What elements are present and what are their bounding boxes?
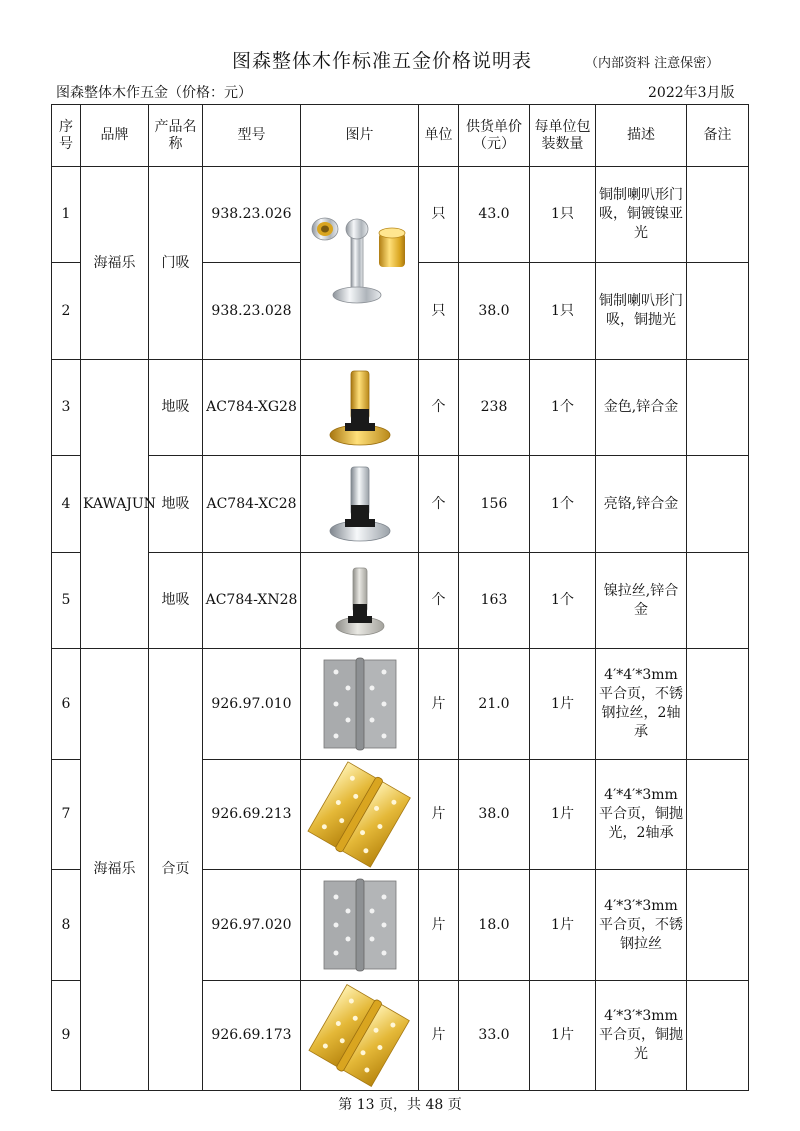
remark-cell	[687, 760, 749, 870]
col-brand: 品牌	[81, 105, 149, 167]
col-model: 型号	[203, 105, 301, 167]
brand-cell: 海福乐	[81, 167, 149, 360]
unit-cell: 片	[419, 870, 459, 981]
remark-cell	[687, 167, 749, 263]
unit-cell: 片	[419, 760, 459, 870]
price-table	[51, 104, 749, 1091]
seq-cell: 7	[52, 760, 81, 870]
desc-cell: 亮铬,锌合金	[596, 456, 687, 553]
col-pack: 每单位包装数量	[530, 105, 596, 167]
page-footer: 第 13 页，共 48 页	[338, 1097, 462, 1113]
model-cell: 938.23.026	[203, 167, 301, 263]
price-cell: 33.0	[459, 981, 530, 1091]
image-cell	[301, 760, 419, 870]
unit-cell: 只	[419, 167, 459, 263]
price-cell: 238	[459, 360, 530, 456]
desc-cell: 镍拉丝,锌合金	[596, 553, 687, 649]
edition-label: 2022年3月版	[648, 85, 735, 101]
price-cell: 38.0	[459, 263, 530, 360]
price-cell: 21.0	[459, 649, 530, 760]
seq-cell: 8	[52, 870, 81, 981]
image-cell	[301, 981, 419, 1091]
confidential-note: （内部资料 注意保密）	[585, 56, 720, 71]
remark-cell	[687, 553, 749, 649]
unit-cell: 个	[419, 360, 459, 456]
seq-cell: 2	[52, 263, 81, 360]
page-title: 图森整体木作标准五金价格说明表	[232, 50, 533, 72]
model-cell: 926.69.173	[203, 981, 301, 1091]
floor-stop-nickel-image	[330, 562, 390, 640]
floor-stop-chrome-image	[325, 461, 395, 547]
desc-cell: 铜制喇叭形门吸，铜镀镍亚光	[596, 167, 687, 263]
table-row	[52, 167, 749, 263]
seq-cell: 3	[52, 360, 81, 456]
product-cell: 门吸	[149, 167, 203, 360]
desc-cell: 铜制喇叭形门吸，铜抛光	[596, 263, 687, 360]
seq-cell: 9	[52, 981, 81, 1091]
price-cell: 163	[459, 553, 530, 649]
image-cell	[301, 360, 419, 456]
price-cell: 38.0	[459, 760, 530, 870]
image-cell	[301, 456, 419, 553]
unit-cell: 个	[419, 456, 459, 553]
pack-cell: 1片	[530, 981, 596, 1091]
hinge-brass-image	[315, 988, 405, 1084]
model-cell: 926.97.020	[203, 870, 301, 981]
pack-cell: 1个	[530, 456, 596, 553]
model-cell: AC784-XC28	[203, 456, 301, 553]
header-row	[52, 105, 749, 167]
floor-stop-gold-image	[325, 365, 395, 451]
image-cell	[301, 167, 419, 360]
product-cell: 地吸	[149, 360, 203, 456]
model-cell: 938.23.028	[203, 263, 301, 360]
seq-cell: 4	[52, 456, 81, 553]
product-cell: 地吸	[149, 456, 203, 553]
desc-cell: 4′*3′*3mm平合页，不锈钢拉丝	[596, 870, 687, 981]
unit-cell: 个	[419, 553, 459, 649]
remark-cell	[687, 263, 749, 360]
desc-cell: 4′*4′*3mm平合页，不锈钢拉丝，2轴承	[596, 649, 687, 760]
pack-cell: 1只	[530, 167, 596, 263]
remark-cell	[687, 981, 749, 1091]
desc-cell: 4′*3′*3mm平合页，铜抛光	[596, 981, 687, 1091]
pack-cell: 1片	[530, 649, 596, 760]
price-cell: 156	[459, 456, 530, 553]
image-cell	[301, 553, 419, 649]
pack-cell: 1片	[530, 870, 596, 981]
remark-cell	[687, 360, 749, 456]
remark-cell	[687, 456, 749, 553]
product-cell: 地吸	[149, 553, 203, 649]
col-desc: 描述	[596, 105, 687, 167]
model-cell: AC784-XG28	[203, 360, 301, 456]
table-subtitle: 图森整体木作五金（价格：元）	[56, 85, 252, 101]
table-row	[52, 456, 749, 553]
seq-cell: 5	[52, 553, 81, 649]
col-product: 产品名称	[149, 105, 203, 167]
door-stop-image	[305, 203, 415, 323]
model-cell: 926.69.213	[203, 760, 301, 870]
brand-cell: KAWAJUN	[81, 360, 149, 649]
image-cell	[301, 870, 419, 981]
hinge-steel-image	[320, 877, 400, 973]
desc-cell: 金色,锌合金	[596, 360, 687, 456]
table-row	[52, 360, 749, 456]
remark-cell	[687, 870, 749, 981]
col-image: 图片	[301, 105, 419, 167]
col-remark: 备注	[687, 105, 749, 167]
seq-cell: 6	[52, 649, 81, 760]
table-row	[52, 553, 749, 649]
product-cell: 合页	[149, 649, 203, 1091]
brand-cell: 海福乐	[81, 649, 149, 1091]
hinge-brass-image	[315, 767, 405, 863]
model-cell: AC784-XN28	[203, 553, 301, 649]
price-cell: 43.0	[459, 167, 530, 263]
price-cell: 18.0	[459, 870, 530, 981]
table-row	[52, 649, 749, 760]
col-price: 供货单价（元）	[459, 105, 530, 167]
desc-cell: 4′*4′*3mm平合页，铜抛光，2轴承	[596, 760, 687, 870]
model-cell: 926.97.010	[203, 649, 301, 760]
remark-cell	[687, 649, 749, 760]
unit-cell: 只	[419, 263, 459, 360]
seq-cell: 1	[52, 167, 81, 263]
col-seq: 序号	[52, 105, 81, 167]
pack-cell: 1个	[530, 360, 596, 456]
image-cell	[301, 649, 419, 760]
hinge-steel-image	[320, 656, 400, 752]
pack-cell: 1只	[530, 263, 596, 360]
col-unit: 单位	[419, 105, 459, 167]
pack-cell: 1片	[530, 760, 596, 870]
unit-cell: 片	[419, 649, 459, 760]
pack-cell: 1个	[530, 553, 596, 649]
unit-cell: 片	[419, 981, 459, 1091]
